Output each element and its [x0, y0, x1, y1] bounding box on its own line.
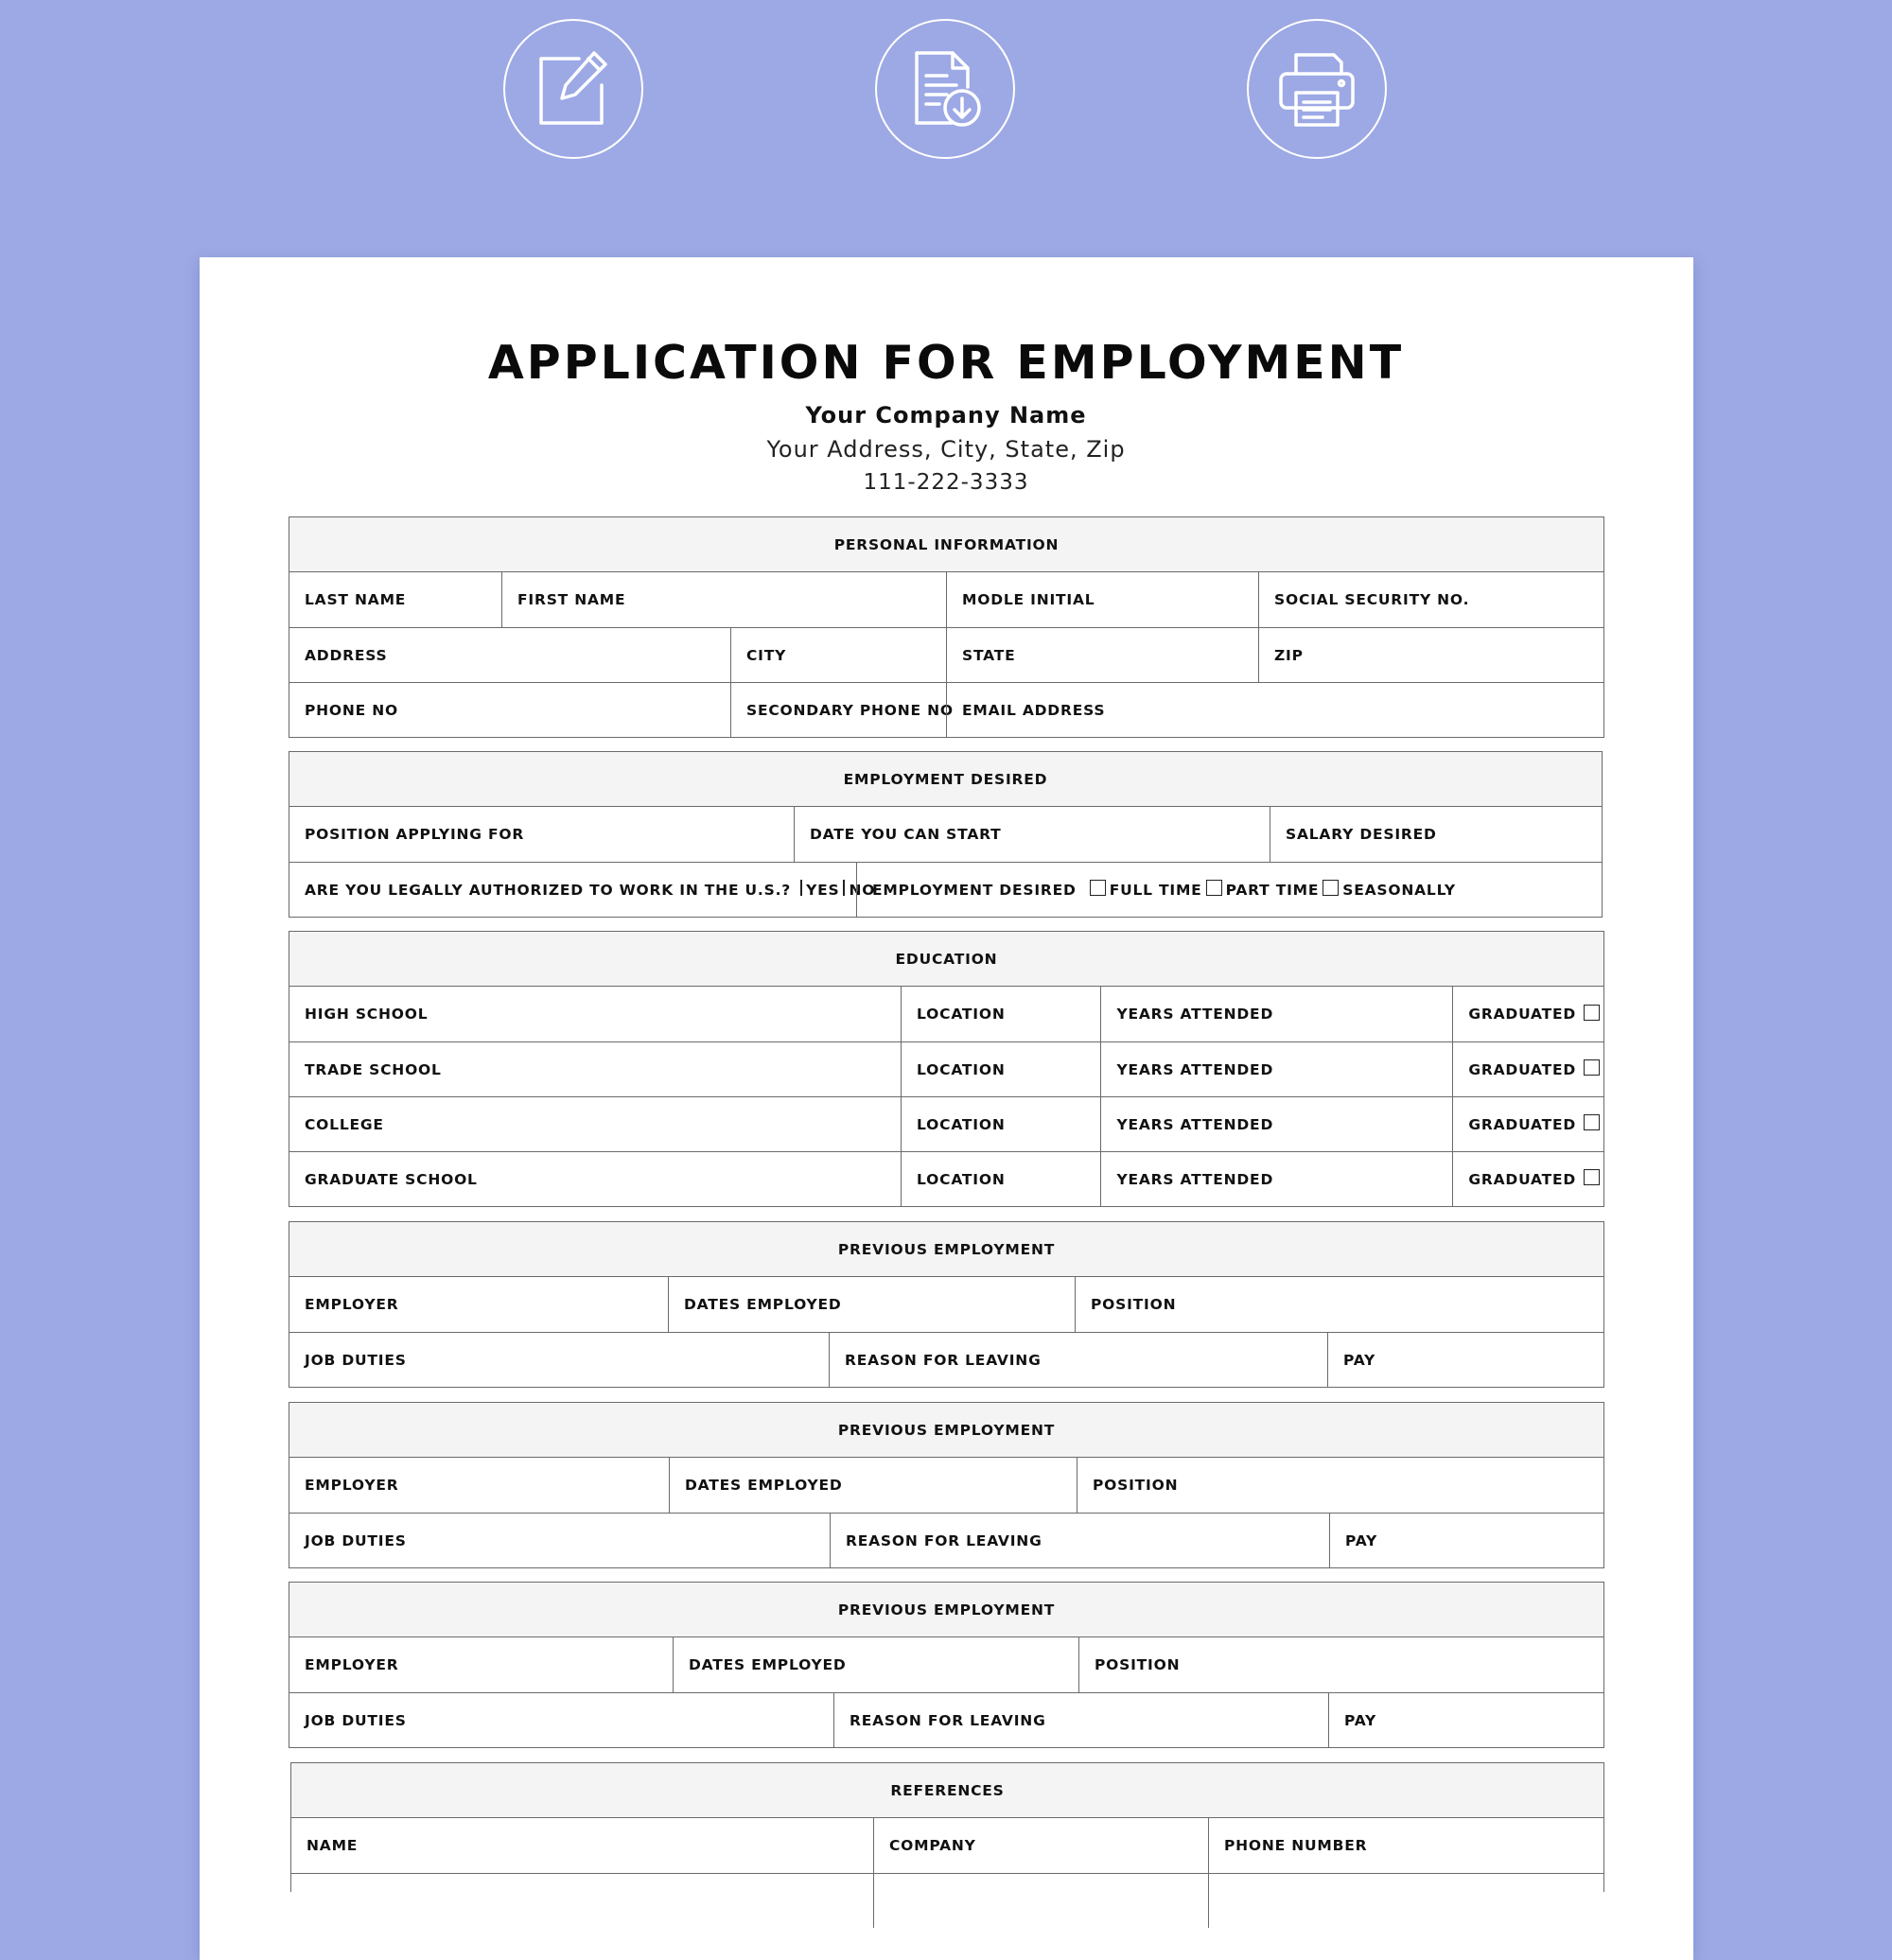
table-row	[289, 1692, 1603, 1747]
graduated-cell	[1452, 1097, 1603, 1151]
print-button[interactable]	[1247, 19, 1387, 159]
graduated-cell	[1452, 1152, 1603, 1206]
zip-field[interactable]: ZIP	[1258, 628, 1603, 682]
trade-school-field[interactable]: TRADE SCHOOL	[305, 1060, 442, 1078]
no-checkbox[interactable]	[843, 880, 845, 896]
graduated-checkbox[interactable]	[1584, 1059, 1600, 1076]
high-school-field[interactable]: HIGH SCHOOL	[305, 1006, 429, 1023]
salary-field[interactable]: SALARY DESIRED	[1270, 807, 1602, 862]
dates-employed-field[interactable]: DATES EMPLOYED	[673, 1637, 1078, 1692]
graduated-label: GRADUATED	[1468, 1060, 1576, 1078]
yes-label: YES	[806, 881, 840, 899]
graduated-label: GRADUATED	[1468, 1006, 1576, 1023]
table-row	[291, 1873, 1603, 1928]
years-attended-field[interactable]: YEARS ATTENDED	[1100, 987, 1452, 1041]
location-field[interactable]: LOCATION	[901, 1042, 1100, 1096]
email-field[interactable]: EMAIL ADDRESS	[946, 683, 1603, 737]
dates-employed-field[interactable]: DATES EMPLOYED	[669, 1458, 1077, 1513]
reference-company-field[interactable]: COMPANY	[873, 1818, 1208, 1873]
yes-checkbox[interactable]	[800, 880, 802, 896]
download-button[interactable]	[875, 19, 1015, 159]
ssn-field[interactable]: SOCIAL SECURITY NO.	[1258, 572, 1603, 627]
previous-employment-section	[289, 1582, 1604, 1748]
employment-desired-section	[289, 751, 1603, 918]
edit-icon	[532, 47, 615, 131]
full-time-label: FULL TIME	[1109, 881, 1202, 899]
table-row	[289, 1513, 1603, 1567]
printer-icon	[1275, 47, 1358, 131]
years-attended-field[interactable]: YEARS ATTENDED	[1100, 1152, 1452, 1206]
state-field[interactable]: STATE	[946, 628, 1258, 682]
pay-field[interactable]: PAY	[1328, 1693, 1603, 1747]
personal-information-section	[289, 516, 1604, 738]
position-field[interactable]: POSITION	[1078, 1637, 1603, 1692]
location-field[interactable]: LOCATION	[901, 1097, 1100, 1151]
section-header: PREVIOUS EMPLOYMENT	[289, 1222, 1603, 1277]
graduated-checkbox[interactable]	[1584, 1169, 1600, 1185]
table-row	[289, 1041, 1603, 1096]
job-duties-field[interactable]: JOB DUTIES	[305, 1711, 407, 1729]
phone-field[interactable]: PHONE NO	[305, 701, 399, 719]
city-field[interactable]: CITY	[730, 628, 946, 682]
table-row	[289, 807, 1602, 862]
section-header: PREVIOUS EMPLOYMENT	[289, 1403, 1603, 1458]
table-row	[289, 627, 1603, 682]
college-field[interactable]: COLLEGE	[305, 1115, 384, 1133]
position-field[interactable]: POSITION	[1075, 1277, 1603, 1332]
middle-initial-field[interactable]: MODLE INITIAL	[946, 572, 1258, 627]
references-section	[290, 1762, 1604, 1892]
employer-field[interactable]: EMPLOYER	[305, 1477, 399, 1494]
company-address: Your Address, City, State, Zip	[766, 436, 1126, 463]
pay-field[interactable]: PAY	[1329, 1514, 1603, 1567]
table-row	[289, 682, 1603, 737]
employment-type-label: EMPLOYMENT DESIRED	[872, 881, 1077, 899]
graduated-cell	[1452, 1042, 1603, 1096]
reference-name-field[interactable]: NAME	[307, 1837, 359, 1854]
previous-employment-section	[289, 1402, 1604, 1568]
job-duties-field[interactable]: JOB DUTIES	[305, 1351, 407, 1369]
pay-field[interactable]: PAY	[1327, 1333, 1603, 1387]
years-attended-field[interactable]: YEARS ATTENDED	[1100, 1097, 1452, 1151]
table-row	[289, 987, 1603, 1041]
work-authorization-question: ARE YOU LEGALLY AUTHORIZED TO WORK IN THE U.S.?	[305, 881, 792, 899]
location-field[interactable]: LOCATION	[901, 987, 1100, 1041]
graduated-label: GRADUATED	[1468, 1170, 1576, 1188]
table-row	[289, 1332, 1603, 1387]
edit-button[interactable]	[503, 19, 643, 159]
section-header: EMPLOYMENT DESIRED	[289, 752, 1602, 807]
graduated-cell	[1452, 987, 1603, 1041]
reference-phone-input[interactable]	[1208, 1874, 1603, 1928]
reference-name-input[interactable]	[291, 1874, 873, 1928]
work-authorization-cell	[289, 863, 876, 917]
employment-type-cell	[856, 863, 1602, 917]
download-document-icon	[903, 47, 987, 131]
position-field[interactable]: POSITION	[1077, 1458, 1603, 1513]
section-header: PERSONAL INFORMATION	[289, 517, 1603, 572]
table-row	[289, 1277, 1603, 1332]
table-row	[289, 1458, 1603, 1513]
section-header: EDUCATION	[289, 932, 1603, 987]
table-row	[291, 1818, 1603, 1873]
job-duties-field[interactable]: JOB DUTIES	[305, 1531, 407, 1549]
full-time-checkbox[interactable]	[1090, 880, 1106, 896]
part-time-label: PART TIME	[1225, 881, 1320, 899]
employer-field[interactable]: EMPLOYER	[305, 1656, 399, 1673]
reason-for-leaving-field[interactable]: REASON FOR LEAVING	[833, 1693, 1328, 1747]
table-row	[289, 1151, 1603, 1206]
graduated-label: GRADUATED	[1468, 1115, 1576, 1133]
company-phone: 111-222-3333	[863, 470, 1029, 495]
table-row	[289, 572, 1603, 627]
location-field[interactable]: LOCATION	[901, 1152, 1100, 1206]
seasonally-checkbox[interactable]	[1323, 880, 1339, 896]
last-name-field[interactable]: LAST NAME	[305, 591, 407, 608]
address-field[interactable]: ADDRESS	[305, 646, 388, 664]
previous-employment-section	[289, 1221, 1604, 1388]
employer-field[interactable]: EMPLOYER	[305, 1296, 399, 1313]
education-section	[289, 931, 1604, 1207]
no-label: NO	[849, 881, 876, 899]
part-time-checkbox[interactable]	[1206, 880, 1222, 896]
dates-employed-field[interactable]: DATES EMPLOYED	[668, 1277, 1075, 1332]
table-row	[289, 862, 1602, 917]
first-name-field[interactable]: FIRST NAME	[501, 572, 946, 627]
reason-for-leaving-field[interactable]: REASON FOR LEAVING	[829, 1333, 1327, 1387]
company-name: Your Company Name	[805, 402, 1087, 429]
form-title: APPLICATION FOR EMPLOYMENT	[487, 336, 1405, 390]
graduated-checkbox[interactable]	[1584, 1114, 1600, 1130]
section-header: PREVIOUS EMPLOYMENT	[289, 1583, 1603, 1637]
reference-company-input[interactable]	[873, 1874, 1208, 1928]
reason-for-leaving-field[interactable]: REASON FOR LEAVING	[830, 1514, 1329, 1567]
section-header: REFERENCES	[291, 1763, 1603, 1818]
reference-phone-field[interactable]: PHONE NUMBER	[1208, 1818, 1603, 1873]
table-row	[289, 1637, 1603, 1692]
years-attended-field[interactable]: YEARS ATTENDED	[1100, 1042, 1452, 1096]
start-date-field[interactable]: DATE YOU CAN START	[794, 807, 1270, 862]
secondary-phone-field[interactable]: SECONDARY PHONE NO	[730, 683, 946, 737]
position-field[interactable]: POSITION APPLYING FOR	[305, 826, 525, 843]
graduate-school-field[interactable]: GRADUATE SCHOOL	[305, 1170, 478, 1188]
table-row	[289, 1096, 1603, 1151]
seasonally-label: SEASONALLY	[1342, 881, 1456, 899]
graduated-checkbox[interactable]	[1584, 1005, 1600, 1021]
